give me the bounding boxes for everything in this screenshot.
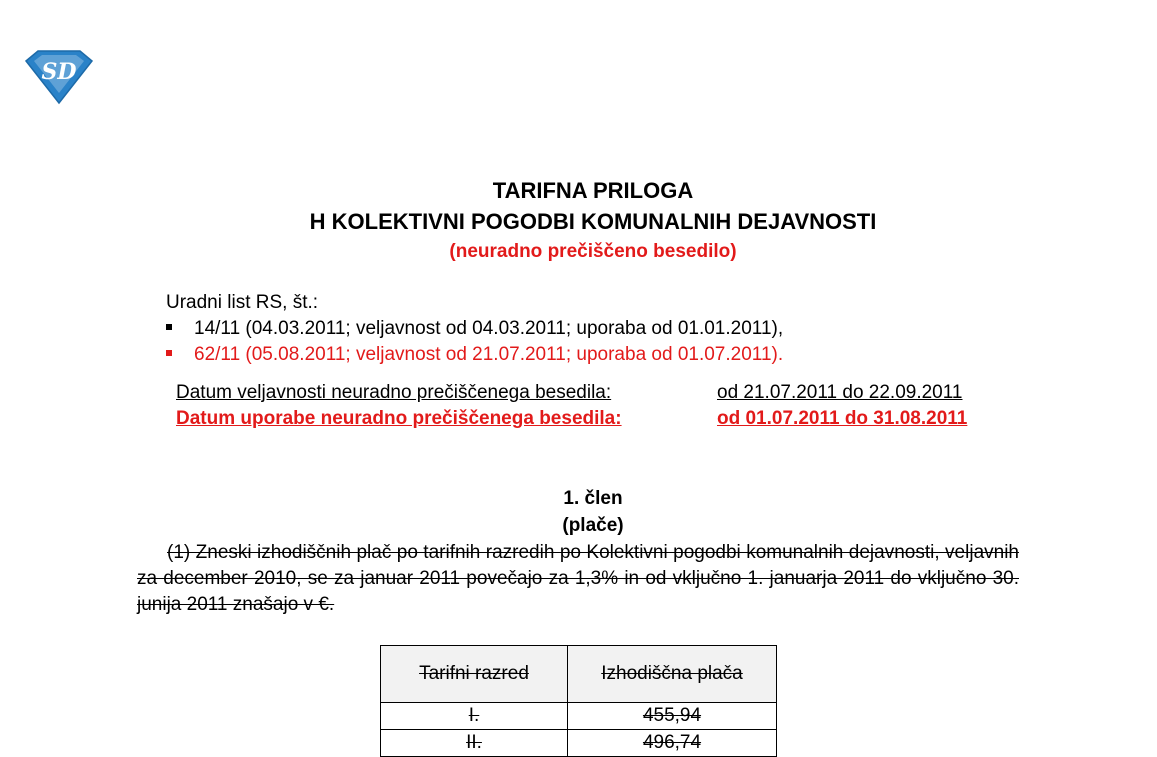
document-title-subject: H KOLEKTIVNI POGODBI KOMUNALNIH DEJAVNOSTI: [309, 209, 877, 234]
gazette-entry-text: 62/11 (05.08.2011; veljavnost od 21.07.2011; uporaba od 01.07.2011).: [194, 343, 784, 365]
table-header-row: [381, 646, 777, 703]
column-header-izhodiscna-placa: Izhodiščna plača: [568, 646, 777, 703]
sd-union-logo-icon: [22, 48, 96, 106]
application-label: Datum uporabe neuradno prečiščenega besedila:: [176, 408, 622, 429]
gazette-label: Uradni list RS, št.:: [166, 292, 319, 313]
table-cell-placa: 496,74: [568, 730, 777, 757]
sd-union-logo: [22, 48, 96, 106]
document-subtitle: (neuradno prečiščeno besedilo): [449, 241, 737, 262]
table-row: [381, 703, 777, 730]
table-cell-razred: II.: [381, 730, 568, 757]
gazette-entry-text: 14/11 (04.03.2011; veljavnost od 04.03.2011; uporaba od 01.01.2011),: [194, 318, 784, 339]
document-title-block: [0, 175, 1157, 266]
svg-text:SD: SD: [41, 59, 77, 85]
article-number: 1. člen: [563, 488, 623, 509]
gazette-entry: [166, 316, 783, 342]
wage-table: [380, 645, 777, 757]
gazette-entry-amendment: [166, 342, 783, 368]
article-name: (plače): [562, 515, 624, 536]
gazette-list: [166, 316, 783, 367]
table-row: [381, 730, 777, 757]
document-title: TARIFNA PRILOGA: [492, 178, 694, 203]
validity-label: Datum veljavnosti neuradno prečiščenega besedila:: [176, 382, 612, 403]
table-cell-razred: I.: [381, 703, 568, 730]
table-cell-placa: 455,94: [568, 703, 777, 730]
application-value: od 01.07.2011 do 31.08.2011: [717, 408, 968, 429]
article-paragraph: (1) Zneski izhodiščnih plač po tarifnih razredih po Kolektivni pogodbi komunalnih dejavnosti, veljavnih za december 2010, se za januar 2011 povečajo za 1,3% in od vključno 1. januarja 2011 do vključno 30. junija 2011 znašajo v €.: [137, 542, 1019, 615]
column-header-tarifni-razred: Tarifni razred: [381, 646, 568, 703]
bullet-square-icon: [166, 324, 172, 330]
validity-value: od 21.07.2011 do 22.09.2011: [717, 382, 963, 403]
article-heading: [0, 485, 1157, 539]
bullet-square-icon: [166, 350, 172, 356]
